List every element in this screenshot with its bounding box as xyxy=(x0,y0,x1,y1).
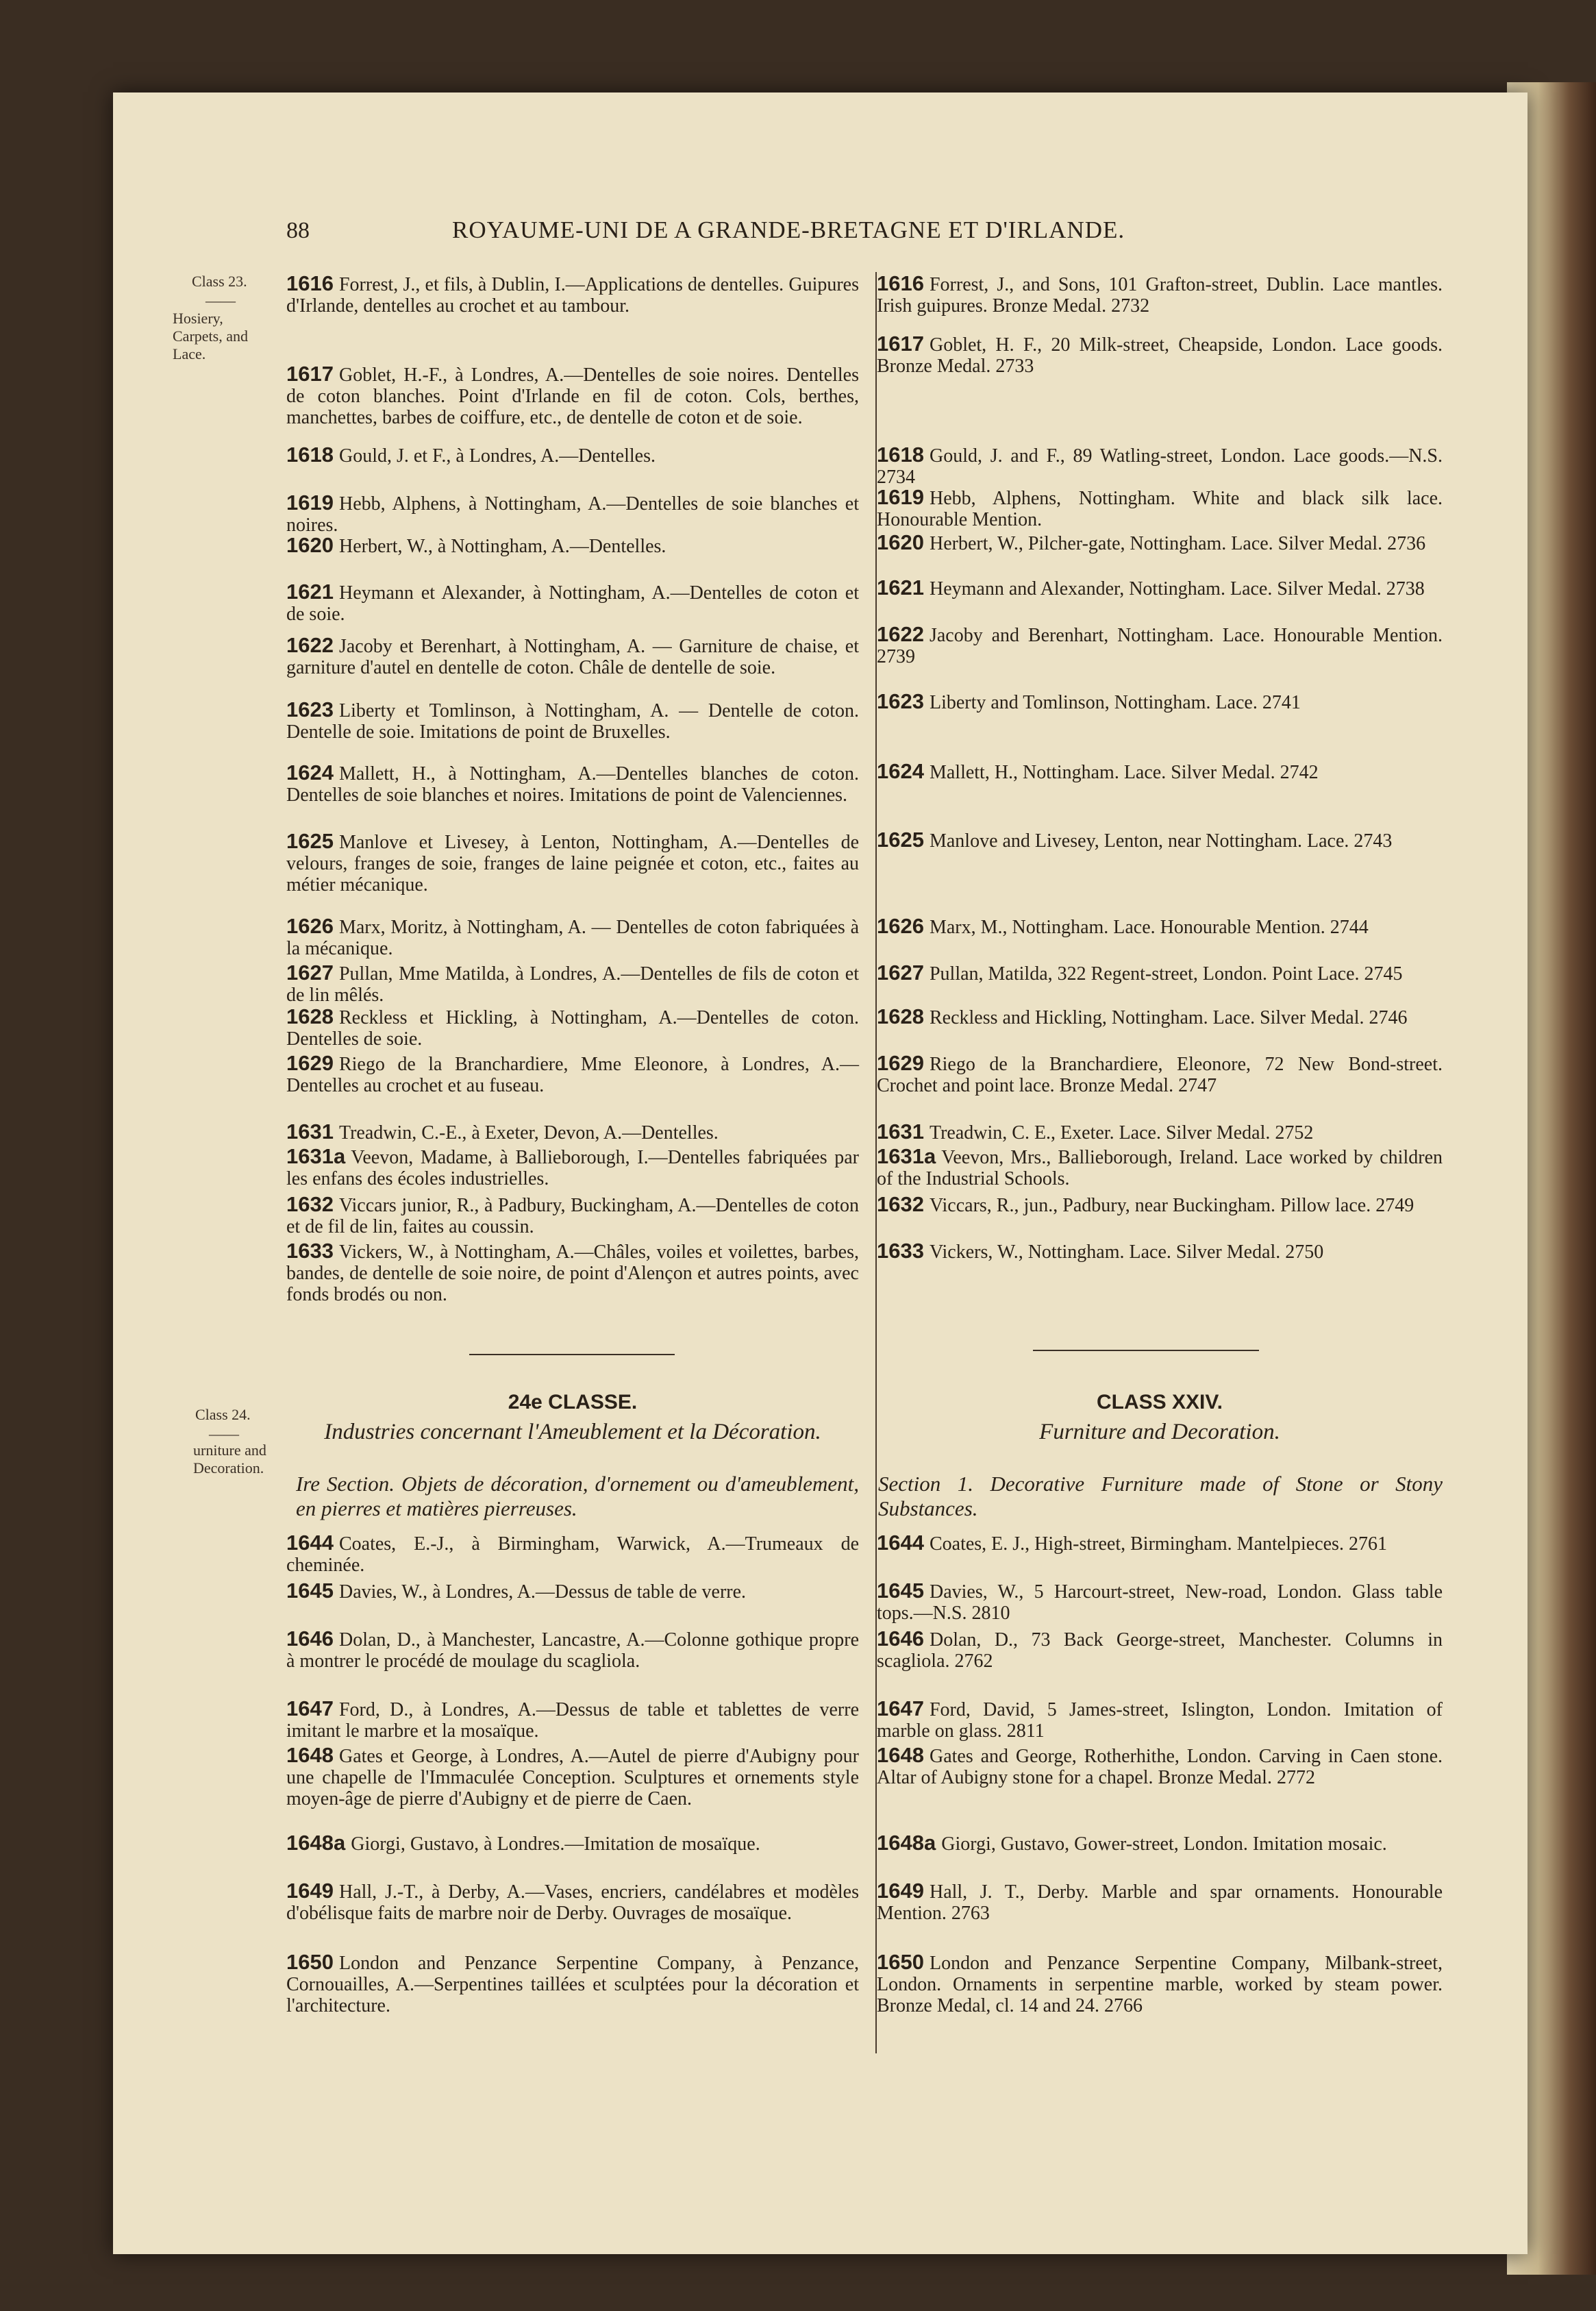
entry-number: 1620 xyxy=(877,530,924,554)
entry-number: 1646 xyxy=(286,1627,334,1651)
catalogue-entry xyxy=(286,1628,859,1672)
entry-number: 1622 xyxy=(877,622,924,646)
entry-text: Riego de la Branchardiere, Eleonore, 72 New Bond-street. Crochet and point lace. Bronze Medal. 2747 xyxy=(877,1054,1443,1096)
entry-number: 1620 xyxy=(286,533,334,557)
catalogue-entry xyxy=(286,830,859,895)
entry-text: Jacoby et Berenhart, à Nottingham, A. — Garniture de chaise, et garniture d'autel en dentelle de coton. Châle de dentelle de soie. xyxy=(286,636,859,678)
entry-text: Coates, E. J., High-street, Birmingham. Mantelpieces. 2761 xyxy=(929,1533,1387,1555)
catalogue-entry xyxy=(877,486,1443,530)
catalogue-entry xyxy=(286,1240,859,1305)
entry-text: Viccars, R., jun., Padbury, near Buckingham. Pillow lace. 2749 xyxy=(929,1195,1414,1216)
margin-class-24: Class 24. xyxy=(195,1406,251,1423)
entry-number: 1648 xyxy=(286,1743,334,1767)
catalogue-entry xyxy=(877,1880,1443,1924)
entry-number: 1616 xyxy=(286,271,334,295)
catalogue-entry xyxy=(877,691,1443,713)
margin-class-23: Class 23. xyxy=(192,273,247,290)
entry-text: Hebb, Alphens, Nottingham. White and black silk lace. Honourable Mention. xyxy=(877,488,1443,530)
catalogue-entry xyxy=(877,1194,1443,1216)
entry-text: Hall, J. T., Derby. Marble and spar ornaments. Honourable Mention. 2763 xyxy=(877,1881,1443,1924)
catalogue-entry xyxy=(286,1744,859,1809)
entry-number: 1645 xyxy=(877,1579,924,1603)
catalogue-entry xyxy=(877,333,1443,377)
catalogue-entry xyxy=(877,273,1443,317)
entry-number: 1619 xyxy=(877,485,924,509)
entry-text: Goblet, H.-F., à Londres, A.—Dentelles de soie noires. Dentelles de coton blanches. Point d'Irlande en fil de coton. Cols, berthes, manchettes, barbes de coiffure, etc., de dentelle de coton et de soie. xyxy=(286,364,859,428)
entry-number: 1628 xyxy=(877,1004,924,1028)
catalogue-entry xyxy=(877,1698,1443,1742)
entry-text: Gould, J. and F., 89 Watling-street, London. Lace goods.—N.S. 2734 xyxy=(877,445,1443,488)
entry-text: Gould, J. et F., à Londres, A.—Dentelles. xyxy=(338,445,656,467)
entry-text: Mallett, H., Nottingham. Lace. Silver Medal. 2742 xyxy=(929,762,1319,783)
entry-text: Veevon, Mrs., Ballieborough, Ireland. Lace worked by children of the Industrial Schools. xyxy=(877,1147,1443,1189)
entry-number: 1633 xyxy=(877,1239,924,1263)
divider-left xyxy=(469,1354,675,1355)
catalogue-entry xyxy=(877,1628,1443,1672)
entry-number: 1644 xyxy=(286,1531,334,1555)
entry-number: 1622 xyxy=(286,633,334,657)
entry-text: Ford, David, 5 James-street, Islington, London. Imitation of marble on glass. 2811 xyxy=(877,1699,1443,1742)
entry-text: London and Penzance Serpentine Company, à Penzance, Cornouailles, A.—Serpentines taillées et sculptées pour la décoration et l'architecture. xyxy=(286,1953,859,2016)
catalogue-entry xyxy=(877,1006,1443,1028)
entry-number: 1617 xyxy=(286,362,334,386)
catalogue-entry xyxy=(286,1146,859,1189)
page-number: 88 xyxy=(286,218,310,243)
entry-text: Marx, Moritz, à Nottingham, A. — Dentelles de coton fabriquées à la mécanique. xyxy=(286,917,859,959)
entry-text: Manlove and Livesey, Lenton, near Nottingham. Lace. 2743 xyxy=(929,830,1393,852)
class24-english-section: Section 1. Decorative Furniture made of Stone or Stony Substances. xyxy=(878,1472,1443,1520)
catalogue-entry xyxy=(877,1832,1443,1855)
entry-number: 1647 xyxy=(286,1696,334,1720)
entry-text: Forrest, J., et fils, à Dublin, I.—Applications de dentelles. Guipures d'Irlande, dentelles au crochet et au tambour. xyxy=(286,274,859,317)
catalogue-entry xyxy=(286,1951,859,2016)
entry-text: Davies, W., à Londres, A.—Dessus de table de verre. xyxy=(338,1581,747,1603)
catalogue-entry xyxy=(286,1052,859,1096)
entry-number: 1631a xyxy=(286,1144,346,1168)
entry-text: Dolan, D., à Manchester, Lancastre, A.—Colonne gothique propre à montrer le procédé de moulage du scagliola. xyxy=(286,1629,859,1672)
entry-number: 1621 xyxy=(286,580,334,604)
catalogue-entry xyxy=(286,1006,859,1050)
class24-french-heading: 24e CLASSE. xyxy=(508,1391,638,1413)
entry-number: 1649 xyxy=(286,1879,334,1903)
entry-number: 1631 xyxy=(877,1120,924,1144)
entry-number: 1628 xyxy=(286,1004,334,1028)
entry-text: Reckless and Hickling, Nottingham. Lace. Silver Medal. 2746 xyxy=(929,1007,1408,1028)
entry-text: Treadwin, C.-E., à Exeter, Devon, A.—Dentelles. xyxy=(338,1122,719,1144)
entry-text: Coates, E.-J., à Birmingham, Warwick, A.—Trumeaux de cheminée. xyxy=(286,1533,859,1576)
entry-number: 1632 xyxy=(286,1192,334,1216)
catalogue-entry xyxy=(877,1532,1443,1555)
entry-text: Jacoby and Berenhart, Nottingham. Lace. Honourable Mention. 2739 xyxy=(877,625,1443,667)
margin-class-24-subject: urniture and Decoration. xyxy=(193,1442,266,1476)
margin-class-23-subject: Hosiery, Carpets, and Lace. xyxy=(173,310,248,362)
entry-number: 1627 xyxy=(286,961,334,985)
catalogue-entry xyxy=(286,1532,859,1576)
entry-text: Dolan, D., 73 Back George-street, Manchester. Columns in scagliola. 2762 xyxy=(877,1629,1443,1672)
margin-class-24-dash: —— xyxy=(209,1425,239,1442)
entry-text: Gates et George, à Londres, A.—Autel de pierre d'Aubigny pour une chapelle de l'Immaculée Conception. Sculptures et ornements style moyen-âge de pierre d'Aubigny et de pierre de Caen. xyxy=(286,1746,859,1809)
entry-number: 1623 xyxy=(286,697,334,721)
entry-number: 1625 xyxy=(286,829,334,853)
catalogue-entry xyxy=(286,762,859,806)
entry-number: 1650 xyxy=(877,1950,924,1974)
catalogue-entry xyxy=(286,634,859,678)
catalogue-entry xyxy=(877,532,1443,554)
catalogue-entry xyxy=(877,1146,1443,1189)
entry-text: Manlove et Livesey, à Lenton, Nottingham, A.—Dentelles de velours, franges de soie, franges de laine peignée et coton, etc., faites au métier mécanique. xyxy=(286,832,859,895)
entry-text: Marx, M., Nottingham. Lace. Honourable Mention. 2744 xyxy=(929,917,1369,938)
catalogue-entry xyxy=(877,1240,1443,1263)
catalogue-entry xyxy=(877,915,1443,938)
entry-text: Pullan, Mme Matilda, à Londres, A.—Dentelles de fils de coton et de lin mêlés. xyxy=(286,963,859,1006)
entry-text: Davies, W., 5 Harcourt-street, New-road, London. Glass table tops.—N.S. 2810 xyxy=(877,1581,1443,1624)
entry-text: Herbert, W., à Nottingham, A.—Dentelles. xyxy=(338,536,666,557)
entry-number: 1617 xyxy=(877,332,924,356)
entry-number: 1621 xyxy=(877,576,924,600)
entry-number: 1624 xyxy=(286,761,334,784)
catalogue-entry xyxy=(877,829,1443,852)
entry-text: Vickers, W., Nottingham. Lace. Silver Medal. 2750 xyxy=(929,1241,1324,1263)
entry-text: Riego de la Branchardiere, Mme Eleonore, à Londres, A.—Dentelles au crochet et au fuseau. xyxy=(286,1054,859,1096)
catalogue-entry xyxy=(877,1744,1443,1788)
entry-number: 1631 xyxy=(286,1120,334,1144)
entry-text: Heymann et Alexander, à Nottingham, A.—Dentelles de coton et de soie. xyxy=(286,582,859,625)
catalogue-entry xyxy=(286,915,859,959)
entry-text: Reckless et Hickling, à Nottingham, A.—Dentelles de coton. Dentelles de soie. xyxy=(286,1007,859,1050)
catalogue-entry xyxy=(286,581,859,625)
entry-text: Goblet, H. F., 20 Milk-street, Cheapside, London. Lace goods. Bronze Medal. 2733 xyxy=(877,334,1443,377)
catalogue-entry xyxy=(286,273,859,317)
entry-text: Giorgi, Gustavo, à Londres.—Imitation de mosaïque. xyxy=(351,1833,760,1855)
entry-text: Herbert, W., Pilcher-gate, Nottingham. Lace. Silver Medal. 2736 xyxy=(929,533,1426,554)
entry-number: 1645 xyxy=(286,1579,334,1603)
catalogue-entry xyxy=(286,1580,859,1603)
entry-number: 1646 xyxy=(877,1627,924,1651)
entry-number: 1633 xyxy=(286,1239,334,1263)
entry-number: 1649 xyxy=(877,1879,924,1903)
class24-english-heading: CLASS XXIV. xyxy=(1097,1391,1223,1413)
catalogue-entry xyxy=(877,1121,1443,1144)
entry-number: 1648a xyxy=(877,1831,936,1855)
entry-number: 1631a xyxy=(877,1144,936,1168)
catalogue-entry xyxy=(286,1698,859,1742)
entry-number: 1618 xyxy=(877,443,924,467)
catalogue-entry xyxy=(877,1951,1443,2016)
catalogue-entry xyxy=(286,1121,859,1144)
entry-number: 1626 xyxy=(877,914,924,938)
margin-class-23-dash: —— xyxy=(205,292,236,309)
catalogue-entry xyxy=(877,1052,1443,1096)
catalogue-entry xyxy=(286,962,859,1006)
catalogue-entry xyxy=(286,1880,859,1924)
entry-number: 1624 xyxy=(877,759,924,783)
entry-text: Liberty et Tomlinson, à Nottingham, A. — Dentelle de coton. Dentelle de soie. Imitations de point de Bruxelles. xyxy=(286,700,859,743)
running-head: ROYAUME-UNI DE A GRANDE-BRETAGNE ET D'IRLANDE. xyxy=(452,217,1125,243)
catalogue-entry xyxy=(286,699,859,743)
entry-text: Giorgi, Gustavo, Gower-street, London. Imitation mosaic. xyxy=(941,1833,1387,1855)
catalogue-entry xyxy=(286,1194,859,1237)
entry-number: 1626 xyxy=(286,914,334,938)
entry-text: Ford, D., à Londres, A.—Dessus de table et tablettes de verre imitant le marbre et la mosaïque. xyxy=(286,1699,859,1742)
entry-number: 1648 xyxy=(877,1743,924,1767)
entry-number: 1618 xyxy=(286,443,334,467)
class24-french-section: Ire Section. Objets de décoration, d'ornement ou d'ameublement, en pierres et matières pierreuses. xyxy=(296,1472,859,1520)
entry-text: Viccars junior, R., à Padbury, Buckingham, A.—Dentelles de coton et de fil de lin, faites au coussin. xyxy=(286,1195,859,1237)
entry-text: Treadwin, C. E., Exeter. Lace. Silver Medal. 2752 xyxy=(929,1122,1314,1144)
entry-number: 1632 xyxy=(877,1192,924,1216)
catalogue-entry xyxy=(286,534,859,557)
entry-number: 1627 xyxy=(877,961,924,985)
entry-number: 1629 xyxy=(286,1051,334,1075)
entry-number: 1623 xyxy=(877,689,924,713)
entry-number: 1648a xyxy=(286,1831,346,1855)
catalogue-entry xyxy=(877,761,1443,783)
entry-text: London and Penzance Serpentine Company, Milbank-street, London. Ornaments in serpentine marble, worked by steam power. Bronze Medal, cl. 14 and 24. 2766 xyxy=(877,1953,1443,2016)
entry-text: Mallett, H., à Nottingham, A.—Dentelles blanches de coton. Dentelles de soie blanches et noires. Imitations de point de Valenciennes. xyxy=(286,763,859,806)
entry-number: 1625 xyxy=(877,828,924,852)
catalogue-entry xyxy=(877,962,1443,985)
catalogue-entry xyxy=(286,1832,859,1855)
class24-french-subtitle: Industries concernant l'Ameublement et la Décoration. xyxy=(324,1420,821,1444)
catalogue-entry xyxy=(877,1580,1443,1624)
entry-text: Heymann and Alexander, Nottingham. Lace. Silver Medal. 2738 xyxy=(929,578,1425,600)
entry-text: Vickers, W., à Nottingham, A.—Châles, voiles et voilettes, barbes, bandes, de dentelle de soie noire, de point d'Alençon et autres points, avec fonds brodés ou non. xyxy=(286,1241,859,1305)
catalogue-entry xyxy=(877,577,1443,600)
catalogue-entry xyxy=(877,623,1443,667)
entry-text: Veevon, Madame, à Ballieborough, I.—Dentelles fabriquées par les enfans des écoles industrielles. xyxy=(286,1147,859,1189)
entry-number: 1650 xyxy=(286,1950,334,1974)
entry-number: 1619 xyxy=(286,491,334,515)
entry-text: Pullan, Matilda, 322 Regent-street, London. Point Lace. 2745 xyxy=(929,963,1403,985)
entry-text: Hebb, Alphens, à Nottingham, A.—Dentelles de soie blanches et noires. xyxy=(286,493,859,536)
entry-text: Forrest, J., and Sons, 101 Grafton-street, Dublin. Lace mantles. Irish guipures. Bronze Medal. 2732 xyxy=(877,274,1443,317)
entry-text: Hall, J.-T., à Derby, A.—Vases, encriers, candélabres et modèles d'obélisque faits de marbre noir de Derby. Ouvrages de mosaïque. xyxy=(286,1881,859,1924)
catalogue-entry xyxy=(877,444,1443,488)
catalogue-entry xyxy=(286,363,859,428)
entry-number: 1647 xyxy=(877,1696,924,1720)
entry-number: 1644 xyxy=(877,1531,924,1555)
catalogue-entry xyxy=(286,444,859,467)
divider-right xyxy=(1033,1350,1259,1351)
entry-text: Gates and George, Rotherhithe, London. Carving in Caen stone. Altar of Aubigny stone for a chapel. Bronze Medal. 2772 xyxy=(877,1746,1443,1788)
entry-number: 1629 xyxy=(877,1051,924,1075)
entry-number: 1616 xyxy=(877,271,924,295)
class24-english-subtitle: Furniture and Decoration. xyxy=(1039,1420,1280,1444)
entry-text: Liberty and Tomlinson, Nottingham. Lace. 2741 xyxy=(929,692,1301,713)
catalogue-entry xyxy=(286,492,859,536)
